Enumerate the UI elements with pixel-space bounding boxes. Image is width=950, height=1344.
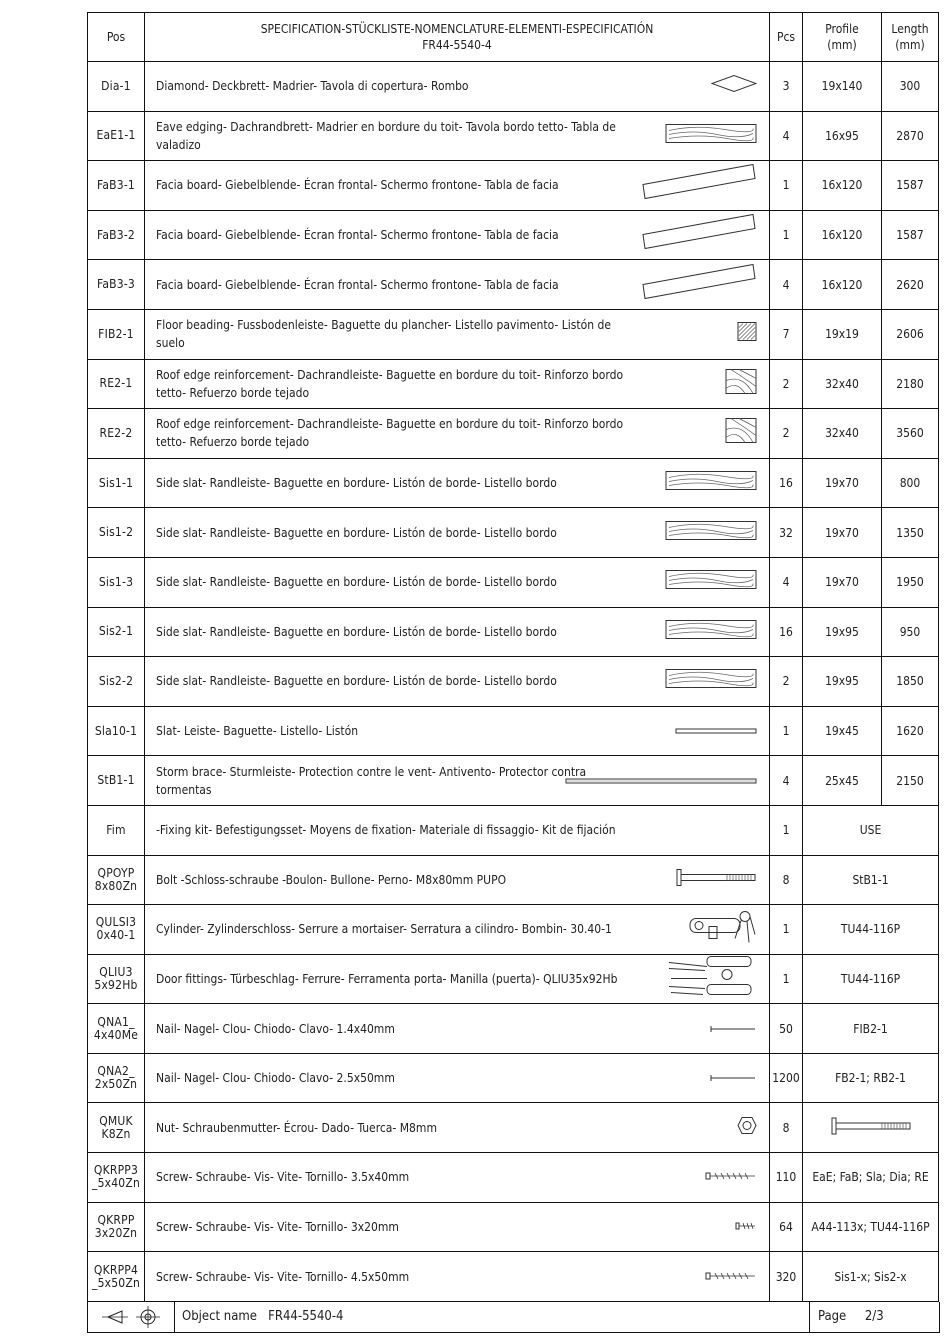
board-icon [665,519,757,546]
row-profile: 19x70 [803,557,882,607]
table-header-row [88,13,939,62]
row-length: 2180 [882,359,939,409]
row-description [145,1202,770,1252]
facia-board-icon [641,163,757,208]
row-pos: Sis2-1 [88,607,145,657]
row-length: 2606 [882,309,939,359]
row-pcs: 320 [770,1252,803,1302]
board-icon [665,569,757,596]
board-icon [665,122,757,149]
row-description [145,260,770,310]
row-description-text: Eave edging- Dachrandbrett- Madrier en bordure du toit- Tavola bordo tetto- Tabla de valadizo [156,119,616,152]
row-pcs: 32 [770,508,803,558]
row-usage: A44-113x; TU44-116P [803,1202,939,1252]
row-description-text: -Fixing kit- Befestigungsset- Moyens de fixation- Materiale di fissaggio- Kit de fijación [156,823,616,838]
row-pcs: 64 [770,1202,803,1252]
row-pcs: 1 [770,954,803,1004]
row-description [145,954,770,1004]
table-row [88,756,939,806]
row-description [145,855,770,905]
row-pos: FaB3-1 [88,161,145,211]
row-pos: RE2-1 [88,359,145,409]
row-pos: QNA1_ 4x40Me [88,1004,145,1054]
header-pos: Pos [88,13,145,62]
row-length: 2870 [882,111,939,161]
row-pcs: 2 [770,359,803,409]
row-pos: Sis2-2 [88,657,145,707]
row-profile: 19x45 [803,706,882,756]
table-row [88,1103,939,1153]
bolt-icon [675,866,757,893]
row-usage: FIB2-1 [803,1004,939,1054]
row-pcs: 1 [770,161,803,211]
row-description [145,657,770,707]
row-pos: QULSI3 0x40-1 [88,905,145,955]
row-pcs: 4 [770,111,803,161]
header-profile [803,13,882,62]
table-row [88,1202,939,1252]
row-pos: QKRPP4 _5x50Zn [88,1252,145,1302]
row-pcs: 1200 [770,1053,803,1103]
row-description [145,1004,770,1054]
row-description-text: Roof edge reinforcement- Dachrandleiste- Baguette en bordure du toit- Rinforzo bordo tetto- Refuerzo borde tejado [156,417,624,450]
row-length: 1587 [882,161,939,211]
row-description-text: Side slat- Randleiste- Baguette en bordure- Listón de borde- Listello bordo [156,624,557,639]
row-description [145,161,770,211]
header-title-text: SPECIFICATION-STÜCKLISTE-NOMENCLATURE-ELEMENTI-ESPECIFICATIÓN [260,22,654,36]
row-usage: TU44-116P [803,905,939,955]
row-profile: 16x95 [803,111,882,161]
row-usage: Sis1-x; Sis2-x [803,1252,939,1302]
row-pcs: 4 [770,557,803,607]
row-pos: Sis1-1 [88,458,145,508]
row-pcs: 8 [770,1103,803,1153]
row-pos: Sis1-3 [88,557,145,607]
row-pcs: 4 [770,260,803,310]
table-row [88,607,939,657]
table-row [88,905,939,955]
row-description [145,1103,770,1153]
row-length: 2150 [882,756,939,806]
row-pos: FaB3-3 [88,260,145,310]
row-pos: Sis1-2 [88,508,145,558]
bolt-icon [830,1126,912,1140]
table-row [88,62,939,112]
row-description [145,309,770,359]
row-description-text: Door fittings- Türbeschlag- Ferrure- Ferramenta porta- Manilla (puerta)- QLIU35x92Hb [156,971,618,986]
row-description [145,1053,770,1103]
table-row [88,210,939,260]
header-profile-unit: (mm) [827,38,857,52]
row-pos: Fim [88,805,145,855]
object-name-value: FR44-5540-4 [268,1309,344,1324]
row-pos: StB1-1 [88,756,145,806]
row-length: 2620 [882,260,939,310]
row-pcs: 1 [770,805,803,855]
object-name-cell [174,1302,810,1332]
row-length: 1950 [882,557,939,607]
row-description [145,409,770,459]
page-number: 2/3 [864,1309,884,1324]
screw-icon [705,1268,757,1286]
row-pcs: 2 [770,409,803,459]
row-pos: Dia-1 [88,62,145,112]
facia-board-icon [641,262,757,307]
row-description-text: Side slat- Randleiste- Baguette en bordure- Listón de borde- Listello bordo [156,575,557,590]
table-row [88,508,939,558]
row-pcs: 2 [770,657,803,707]
page-label: Page [818,1309,847,1324]
board-icon [665,470,757,497]
row-description [145,557,770,607]
table-row [88,1252,939,1302]
facia-board-icon [641,213,757,258]
row-description [145,458,770,508]
row-description-text: Facia board- Giebelblende- Écran frontal- Schermo frontone- Tabla de facia [156,228,559,243]
row-usage: TU44-116P [803,954,939,1004]
nail-icon [709,1020,757,1038]
row-pos: QPOYP 8x80Zn [88,855,145,905]
header-length [882,13,939,62]
projection-symbol-cell [88,1302,175,1332]
row-pcs: 16 [770,607,803,657]
row-description [145,210,770,260]
row-length: 300 [882,62,939,112]
header-profile-label: Profile [825,22,859,36]
row-description [145,359,770,409]
row-pos: EaE1-1 [88,111,145,161]
header-code: FR44-5540-4 [422,38,492,52]
table-row [88,260,939,310]
row-description [145,905,770,955]
table-row [88,458,939,508]
table-row [88,309,939,359]
row-profile: 25x45 [803,756,882,806]
row-length: 1850 [882,657,939,707]
table-row [88,706,939,756]
table-row [88,1053,939,1103]
table-row [88,954,939,1004]
page-cell [810,1302,939,1332]
row-description-text: Floor beading- Fussbodenleiste- Baguette du plancher- Listello pavimento- Listón de suelo [156,318,611,351]
row-profile: 19x70 [803,458,882,508]
row-pcs: 16 [770,458,803,508]
third-angle-projection-icon [88,1302,174,1332]
row-pos: Sla10-1 [88,706,145,756]
row-profile: 32x40 [803,409,882,459]
row-description [145,1153,770,1203]
row-pos: FIB2-1 [88,309,145,359]
header-length-unit: (mm) [895,38,925,52]
row-pcs: 1 [770,905,803,955]
row-profile: 32x40 [803,359,882,409]
row-pos: QNA2_ 2x50Zn [88,1053,145,1103]
row-profile: 19x70 [803,508,882,558]
table-row [88,657,939,707]
row-description-text: Roof edge reinforcement- Dachrandleiste- Baguette en bordure du toit- Rinforzo bordo tetto- Refuerzo borde tejado [156,367,624,400]
row-pcs: 1 [770,706,803,756]
row-profile: 19x95 [803,607,882,657]
table-row [88,359,939,409]
row-description-text: Screw- Schraube- Vis- Vite- Tornillo- 3.5x40mm [156,1170,410,1185]
row-pcs: 50 [770,1004,803,1054]
header-pcs: Pcs [770,13,803,62]
board-icon [665,668,757,695]
table-row [88,161,939,211]
row-description-text: Cylinder- Zylinderschloss- Serrure a mortaiser- Serratura a cilindro- Bombin- 30.40-1 [156,922,612,937]
row-description-text: Facia board- Giebelblende- Écran frontal- Schermo frontone- Tabla de facia [156,178,559,193]
row-profile: 16x120 [803,210,882,260]
door-handle-icon [667,954,757,1003]
title-block [87,1302,940,1333]
row-profile: 19x19 [803,309,882,359]
row-description [145,607,770,657]
row-length: 1587 [882,210,939,260]
table-row [88,1153,939,1203]
table-row [88,111,939,161]
row-description-text: Nut- Schraubenmutter- Écrou- Dado- Tuerca- M8mm [156,1120,437,1135]
thin-slat-icon [675,722,757,740]
row-length: 950 [882,607,939,657]
long-brace-icon [565,772,757,790]
row-description-text: Nail- Nagel- Clou- Chiodo- Clavo- 1.4x40mm [156,1021,395,1036]
row-profile: 19x140 [803,62,882,112]
row-description [145,805,770,855]
row-pcs: 110 [770,1153,803,1203]
row-pcs: 1 [770,210,803,260]
table-row [88,1004,939,1054]
specification-sheet [87,12,938,1332]
row-profile: 16x120 [803,260,882,310]
row-length: 1350 [882,508,939,558]
row-usage: EaE; FaB; Sla; Dia; RE [803,1153,939,1203]
row-usage: USE [803,805,939,855]
row-pos: QKRPP 3x20Zn [88,1202,145,1252]
row-usage: FB2-1; RB2-1 [803,1053,939,1103]
row-description [145,508,770,558]
cylinder-lock-icon [687,905,757,954]
row-pcs: 7 [770,309,803,359]
row-pos: FaB3-2 [88,210,145,260]
row-description-text: Storm brace- Sturmleiste- Protection contre le vent- Antivento- Protector contra tormentas [156,764,587,797]
board-icon [665,618,757,645]
row-profile: 16x120 [803,161,882,211]
row-description-text: Bolt -Schloss-schraube -Boulon- Bullone- Perno- M8x80mm PUPO [156,872,507,887]
table-row [88,409,939,459]
row-description [145,62,770,112]
small-profile-icon [737,322,757,347]
row-usage [803,1103,939,1153]
row-profile: 19x95 [803,657,882,707]
row-length: 1620 [882,706,939,756]
row-description-text: Nail- Nagel- Clou- Chiodo- Clavo- 2.5x50mm [156,1071,395,1086]
row-usage: StB1-1 [803,855,939,905]
row-description-text: Side slat- Randleiste- Baguette en bordure- Listón de borde- Listello bordo [156,476,557,491]
row-description [145,756,770,806]
row-description [145,1252,770,1302]
short-screw-icon [735,1218,757,1236]
row-pos: QMUK K8Zn [88,1103,145,1153]
row-pos: QLIU3 5x92Hb [88,954,145,1004]
nail-icon [709,1069,757,1087]
row-length: 800 [882,458,939,508]
table-row [88,805,939,855]
row-length: 3560 [882,409,939,459]
row-description-text: Slat- Leiste- Baguette- Listello- Listón [156,724,359,739]
row-description [145,111,770,161]
row-pos: QKRPP3 _5x40Zn [88,1153,145,1203]
object-name-label: Object name [182,1309,257,1324]
row-pcs: 4 [770,756,803,806]
row-description-text: Side slat- Randleiste- Baguette en bordure- Listón de borde- Listello bordo [156,525,557,540]
end-grain-icon [725,368,757,399]
table-row [88,855,939,905]
header-length-label: Length [891,22,929,36]
row-description [145,706,770,756]
row-description-text: Facia board- Giebelblende- Écran frontal- Schermo frontone- Tabla de facia [156,277,559,292]
row-description-text: Side slat- Randleiste- Baguette en bordure- Listón de borde- Listello bordo [156,674,557,689]
row-pcs: 3 [770,62,803,112]
nut-icon [737,1115,757,1140]
screw-icon [705,1168,757,1186]
diamond-icon [711,75,757,98]
row-pcs: 8 [770,855,803,905]
end-grain-icon [725,418,757,449]
table-row [88,557,939,607]
specification-table [87,12,939,1302]
row-pos: RE2-2 [88,409,145,459]
header-title [145,13,770,62]
row-description-text: Screw- Schraube- Vis- Vite- Tornillo- 4.5x50mm [156,1269,410,1284]
row-description-text: Screw- Schraube- Vis- Vite- Tornillo- 3x20mm [156,1219,399,1234]
row-description-text: Diamond- Deckbrett- Madrier- Tavola di copertura- Rombo [156,79,469,94]
